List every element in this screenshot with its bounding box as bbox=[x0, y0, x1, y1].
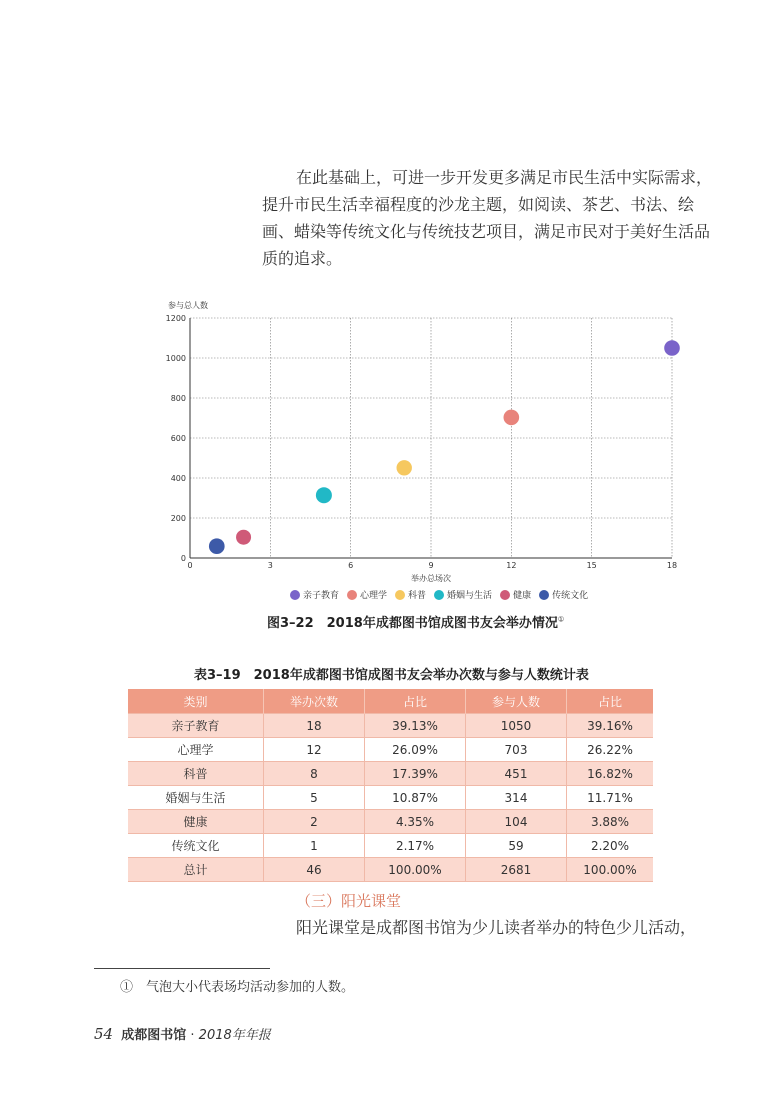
table-cell: 26.22% bbox=[567, 738, 654, 762]
x-tick-label: 18 bbox=[666, 561, 678, 570]
table-row bbox=[128, 810, 653, 834]
table-header-count: 举办次数 bbox=[264, 689, 365, 714]
x-tick-label: 12 bbox=[506, 561, 517, 570]
legend-label: 科普 bbox=[408, 591, 427, 601]
page-number: 54 bbox=[94, 1025, 114, 1043]
legend-item bbox=[434, 588, 492, 601]
table-header-count-share: 占比 bbox=[365, 689, 466, 714]
section-heading: （三）阳光课堂 bbox=[296, 892, 402, 910]
chart-plot-svg bbox=[160, 295, 700, 585]
x-tick-label: 9 bbox=[428, 561, 434, 570]
table-cell: 17.39% bbox=[365, 762, 466, 786]
table-cell: 314 bbox=[466, 786, 567, 810]
page-footer bbox=[94, 1024, 271, 1043]
table-cell: 5 bbox=[264, 786, 365, 810]
x-tick-label: 0 bbox=[187, 561, 193, 570]
paragraph-line: 画、蜡染等传统文化与传统技艺项目，满足市民对于美好生活品 bbox=[262, 222, 711, 241]
table-cell: 18 bbox=[264, 714, 365, 738]
table-cell: 2681 bbox=[466, 858, 567, 882]
footer-subtitle: 2018年年报 bbox=[198, 1028, 271, 1043]
table-cell: 1 bbox=[264, 834, 365, 858]
table-cell: 2 bbox=[264, 810, 365, 834]
table-row bbox=[128, 714, 653, 738]
stats-table bbox=[128, 689, 653, 882]
table-cell: 2.20% bbox=[567, 834, 654, 858]
y-tick-label: 1000 bbox=[165, 354, 186, 363]
table-row bbox=[128, 786, 653, 810]
paragraph-line: 阳光课堂是成都图书馆为少儿读者举办的特色少儿活动， bbox=[296, 918, 697, 937]
legend-item bbox=[347, 588, 387, 601]
x-tick-label: 3 bbox=[267, 561, 273, 570]
legend-item bbox=[539, 588, 588, 601]
table-cell: 亲子教育 bbox=[128, 714, 264, 738]
table-cell: 2.17% bbox=[365, 834, 466, 858]
legend-label: 心理学 bbox=[360, 591, 388, 601]
table-cell: 3.88% bbox=[567, 810, 654, 834]
x-tick-label: 15 bbox=[586, 561, 597, 570]
y-axis-label: 参与总人数 bbox=[168, 301, 208, 310]
y-tick-label: 0 bbox=[180, 554, 186, 563]
bubble-point bbox=[397, 460, 412, 475]
legend-swatch bbox=[347, 590, 357, 600]
footnote-mark: ① bbox=[557, 615, 565, 624]
table-cell: 心理学 bbox=[128, 738, 264, 762]
table-row bbox=[128, 738, 653, 762]
table-header-participants-share: 占比 bbox=[567, 689, 654, 714]
legend-swatch bbox=[539, 590, 549, 600]
table-cell: 10.87% bbox=[365, 786, 466, 810]
y-tick-label: 600 bbox=[170, 434, 186, 443]
table-cell: 59 bbox=[466, 834, 567, 858]
table-cell: 总计 bbox=[128, 858, 264, 882]
footnote-divider bbox=[94, 968, 270, 969]
legend-item bbox=[500, 588, 531, 601]
table-caption: 表3–19 2018年成都图书馆成图书友会举办次数与参与人数统计表 bbox=[194, 668, 589, 683]
table-cell: 12 bbox=[264, 738, 365, 762]
paragraph-line: 质的追求。 bbox=[262, 249, 343, 268]
bubble-point bbox=[236, 530, 251, 545]
table-cell: 39.16% bbox=[567, 714, 654, 738]
table-cell: 11.71% bbox=[567, 786, 654, 810]
paragraph-line: 在此基础上，可进一步开发更多满足市民生活中实际需求， bbox=[296, 168, 713, 187]
table-cell: 703 bbox=[466, 738, 567, 762]
legend-item bbox=[290, 588, 339, 601]
table-header-category: 类别 bbox=[128, 689, 264, 714]
table-cell: 100.00% bbox=[567, 858, 654, 882]
x-tick-label: 6 bbox=[348, 561, 354, 570]
footer-separator: · bbox=[190, 1028, 195, 1043]
x-axis-label: 举办总场次 bbox=[411, 574, 451, 583]
table-cell: 科普 bbox=[128, 762, 264, 786]
legend-label: 健康 bbox=[513, 591, 532, 601]
figure-caption bbox=[267, 612, 564, 631]
intro-paragraph bbox=[262, 164, 713, 272]
legend-swatch bbox=[290, 590, 300, 600]
bubble-point bbox=[504, 410, 520, 426]
table-header-participants: 参与人数 bbox=[466, 689, 567, 714]
legend-swatch bbox=[500, 590, 510, 600]
table-row bbox=[128, 834, 653, 858]
table-cell: 传统文化 bbox=[128, 834, 264, 858]
legend-swatch bbox=[395, 590, 405, 600]
table-cell: 39.13% bbox=[365, 714, 466, 738]
table-cell: 16.82% bbox=[567, 762, 654, 786]
legend-label: 婚姻与生活 bbox=[447, 591, 493, 601]
y-tick-label: 1200 bbox=[165, 314, 186, 323]
footnote: ① 气泡大小代表场均活动参加的人数。 bbox=[120, 980, 355, 995]
body-paragraph bbox=[262, 914, 702, 941]
table-cell: 46 bbox=[264, 858, 365, 882]
table-cell: 健康 bbox=[128, 810, 264, 834]
legend-swatch bbox=[434, 590, 444, 600]
figure-caption-text: 图3–22 2018年成都图书馆成图书友会举办情况 bbox=[267, 616, 558, 631]
bubble-point bbox=[664, 340, 680, 356]
bubble-point bbox=[209, 538, 225, 554]
legend-item bbox=[395, 588, 426, 601]
paragraph-line: 提升市民生活幸福程度的沙龙主题，如阅读、茶艺、书法、绘 bbox=[262, 195, 695, 214]
table-cell: 451 bbox=[466, 762, 567, 786]
table-cell: 8 bbox=[264, 762, 365, 786]
y-tick-label: 400 bbox=[170, 474, 186, 483]
table-cell: 104 bbox=[466, 810, 567, 834]
table-cell: 1050 bbox=[466, 714, 567, 738]
bubble-chart bbox=[160, 295, 700, 615]
table-cell: 4.35% bbox=[365, 810, 466, 834]
bubble-point bbox=[316, 487, 332, 503]
footer-title: 成都图书馆 bbox=[121, 1028, 187, 1043]
y-tick-label: 800 bbox=[170, 394, 186, 403]
table-cell: 婚姻与生活 bbox=[128, 786, 264, 810]
legend-label: 亲子教育 bbox=[303, 591, 340, 601]
legend-label: 传统文化 bbox=[552, 591, 589, 601]
table-cell: 26.09% bbox=[365, 738, 466, 762]
table-cell: 100.00% bbox=[365, 858, 466, 882]
y-tick-label: 200 bbox=[170, 514, 186, 523]
table-row bbox=[128, 762, 653, 786]
chart-legend bbox=[290, 588, 588, 601]
table-row bbox=[128, 858, 653, 882]
